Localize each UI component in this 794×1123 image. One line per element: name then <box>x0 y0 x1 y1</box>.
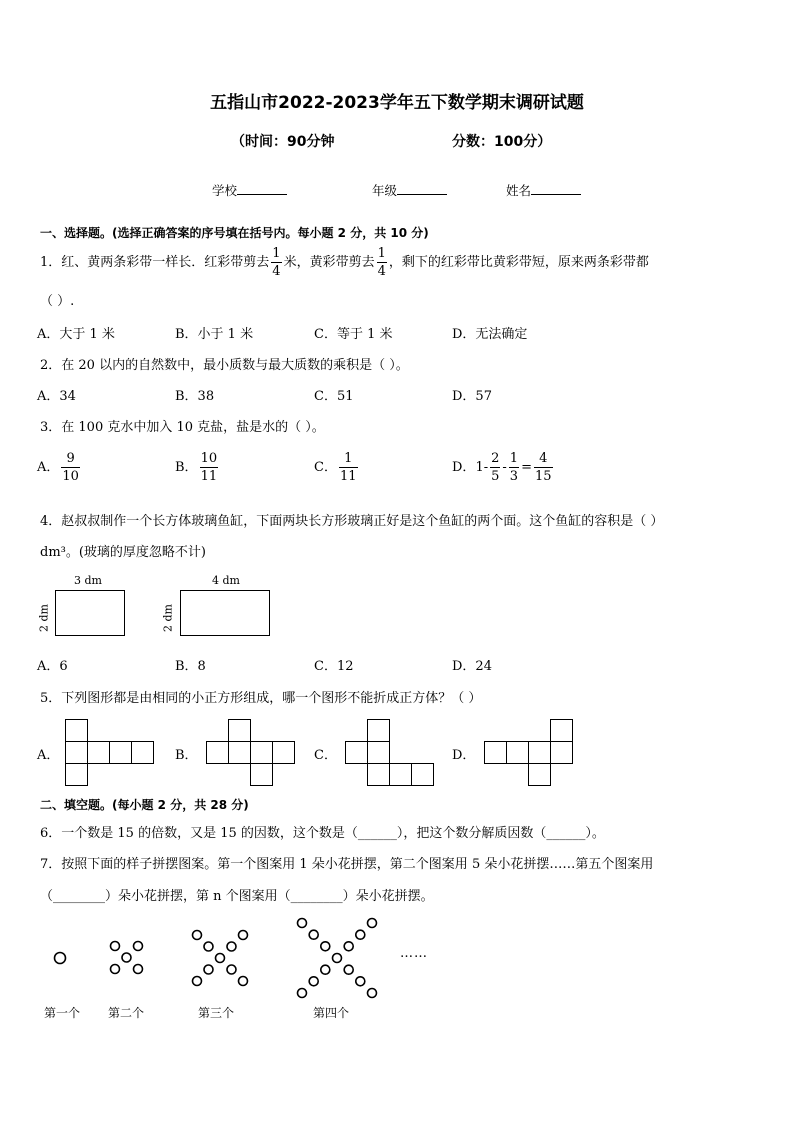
exam-title: 五指山市2022-2023学年五下数学期末调研试题 <box>210 93 584 113</box>
q3-option-a[interactable]: A． $\frac{9}{10}$ <box>37 451 79 484</box>
question-7: 7．按照下面的样子拼摆图案。第一个图案用 1 朵小花拼摆，第二个图案用 5 朵小花拼摆……第五个图案用 <box>40 857 654 872</box>
q2-option-b[interactable]: B．38 <box>175 389 215 404</box>
question-4: 4．赵叔叔制作一个长方体玻璃鱼缸，下面两块长方形玻璃正好是这个鱼缸的两个面。这个鱼缸的容积是（ ） <box>40 514 664 529</box>
q3-option-b[interactable]: B． $\frac{10}{11}$ <box>175 451 218 484</box>
q5-option-b-label[interactable]: B． <box>175 748 198 763</box>
exam-time: （时间：90分钟 <box>231 134 335 150</box>
cube-net-b[interactable] <box>206 719 298 787</box>
q1-text-a: 1．红、黄两条彩带一样长．红彩带剪去 <box>40 255 270 270</box>
q5-option-d-label[interactable]: D． <box>452 748 476 763</box>
q4-option-d[interactable]: D．24 <box>452 659 492 674</box>
flower-pattern-1 <box>52 950 68 966</box>
caption-fourth: 第四个 <box>313 1006 350 1020</box>
q2-option-d[interactable]: D．57 <box>452 389 492 404</box>
q1-fraction-red: $\frac{1}{4}$ <box>272 246 281 279</box>
q3-c-fraction: $\frac{1}{11}$ <box>339 451 357 484</box>
q1-option-d[interactable]: D．无法确定 <box>452 327 528 342</box>
grade-field[interactable] <box>372 181 447 199</box>
grade-label: 年级 <box>372 183 398 198</box>
school-blank[interactable] <box>237 194 287 195</box>
question-3: 3．在 100 克水中加入 10 克盐，盐是水的（ ）。 <box>40 420 325 435</box>
name-blank[interactable] <box>531 194 581 195</box>
name-field[interactable] <box>506 181 581 199</box>
name-label: 姓名 <box>506 183 532 198</box>
q5-option-c-label[interactable]: C． <box>314 748 337 763</box>
q1-text-b: 米，黄彩带剪去 <box>283 255 375 270</box>
exam-score: 分数：100分） <box>452 134 552 150</box>
rect2-top-label: 4 dm <box>212 574 240 587</box>
flower-pattern-3 <box>190 928 250 988</box>
q4-option-b[interactable]: B．8 <box>175 659 206 674</box>
q1-option-b[interactable]: B．小于 1 米 <box>175 327 254 342</box>
question-5: 5．下列图形都是由相同的小正方形组成，哪一个图形不能折成正方体？（ ） <box>40 691 482 706</box>
rect1-top-label: 3 dm <box>74 574 102 587</box>
caption-first: 第一个 <box>44 1006 81 1020</box>
q1-fraction-yellow: $\frac{1}{4}$ <box>377 246 386 279</box>
flower-pattern-4 <box>295 916 379 1000</box>
rect1-side-label: 2 dm <box>37 604 51 632</box>
cube-net-d[interactable] <box>484 719 576 787</box>
q3-option-d[interactable]: D．1- $\frac{2}{5}$ - $\frac{1}{3}$ = $\frac{4}{15}$ <box>452 451 552 484</box>
q1-answer-paren[interactable]: （ ）. <box>40 294 75 309</box>
cube-net-a[interactable] <box>65 719 157 787</box>
grade-blank[interactable] <box>397 194 447 195</box>
question-4-cont: dm³。(玻璃的厚度忽略不计) <box>40 545 207 560</box>
rect2-side-label: 2 dm <box>161 604 175 632</box>
section-heading-choice: 一、选择题。(选择正确答案的序号填在括号内。每小题 2 分，共 10 分) <box>40 226 429 240</box>
glass-rect-1 <box>55 590 125 636</box>
question-7-blanks[interactable]: （________）朵小花拼摆，第 n 个图案用（________）朵小花拼摆。 <box>40 889 434 904</box>
section-heading-fill: 二、填空题。(每小题 2 分，共 28 分) <box>40 798 249 812</box>
school-field[interactable] <box>212 181 287 199</box>
flower-pattern-2 <box>107 938 147 978</box>
q1-option-c[interactable]: C．等于 1 米 <box>314 327 393 342</box>
q4-option-c[interactable]: C．12 <box>314 659 354 674</box>
q3-b-fraction: $\frac{10}{11}$ <box>200 451 218 484</box>
question-6[interactable]: 6．一个数是 15 的倍数，又是 15 的因数，这个数是（______），把这个数分解质因数（______）。 <box>40 826 605 841</box>
q1-text-c: ，剩下的红彩带比黄彩带短，原来两条彩带都 <box>388 255 649 270</box>
q4-option-a[interactable]: A．6 <box>37 659 68 674</box>
question-2: 2．在 20 以内的自然数中，最小质数与最大质数的乘积是（ ）。 <box>40 358 409 373</box>
q2-option-c[interactable]: C．51 <box>314 389 354 404</box>
q5-option-a-label[interactable]: A． <box>37 748 60 763</box>
q3-option-c[interactable]: C． $\frac{1}{11}$ <box>314 451 357 484</box>
caption-second: 第二个 <box>108 1006 145 1020</box>
cube-net-c[interactable] <box>345 719 437 787</box>
q3-a-fraction: $\frac{9}{10}$ <box>62 451 79 484</box>
school-label: 学校 <box>212 183 238 198</box>
pattern-ellipsis: …… <box>400 946 428 961</box>
q2-option-a[interactable]: A．34 <box>37 389 76 404</box>
caption-third: 第三个 <box>198 1006 235 1020</box>
q1-option-a[interactable]: A．大于 1 米 <box>37 327 115 342</box>
glass-rect-2 <box>180 590 270 636</box>
question-1 <box>40 245 649 281</box>
